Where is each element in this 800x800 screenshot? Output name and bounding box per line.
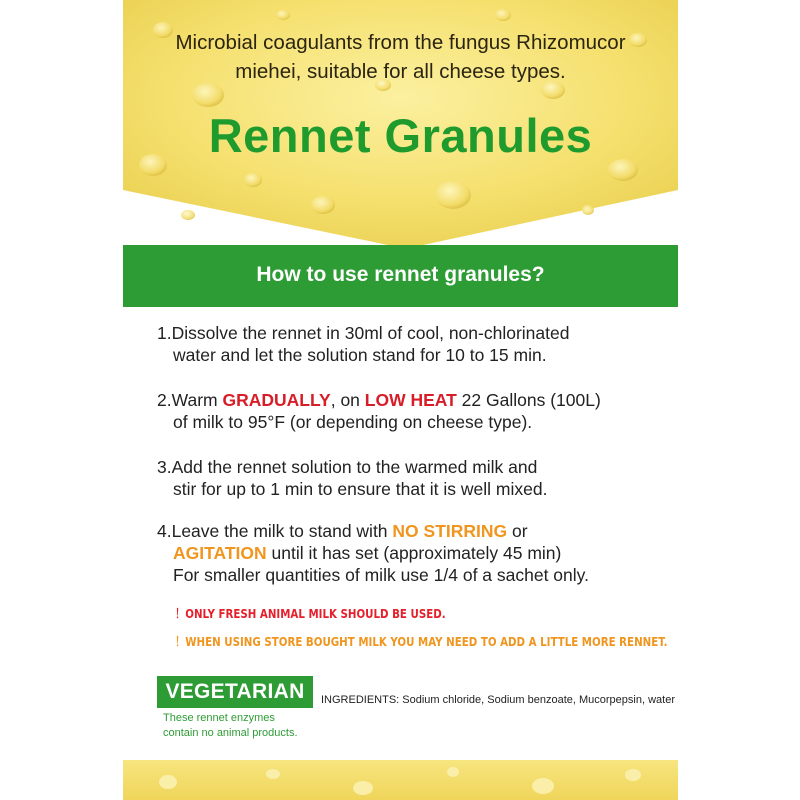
warning-store-milk: ！WHEN USING STORE BOUGHT MILK YOU MAY NEED TO ADD A LITTLE MORE RENNET. xyxy=(175,634,668,649)
instructions-heading: How to use rennet granules? xyxy=(256,263,545,286)
step-2-line-1 xyxy=(157,389,662,411)
step-4-line-2-rest: until it has set (approximately 45 min) xyxy=(266,543,562,563)
vegetarian-badge-label: VEGETARIAN xyxy=(165,680,305,703)
step-4-suffix: or xyxy=(507,521,528,541)
step-2-prefix: 2.Warm xyxy=(157,390,223,410)
cheese-footer-background xyxy=(123,760,678,800)
ingredients-list: INGREDIENTS: Sodium chloride, Sodium benzoate, Mucorpepsin, water xyxy=(321,694,675,706)
step-4-line-2 xyxy=(157,542,662,564)
step-1 xyxy=(157,322,662,366)
tagline-line-2: miehei, suitable for all cheese types. xyxy=(235,60,566,83)
vegetarian-note-line-1: These rennet enzymes xyxy=(163,712,275,724)
product-title: Rennet Granules xyxy=(208,109,593,162)
step-2 xyxy=(157,389,662,433)
step-4-prefix: 4.Leave the milk to stand with xyxy=(157,521,393,541)
step-2-emphasis-gradually: GRADUALLY xyxy=(222,390,331,410)
step-3-line-2: stir for up to 1 min to ensure that it is well mixed. xyxy=(173,479,548,499)
product-tagline xyxy=(123,28,678,86)
product-label xyxy=(123,0,678,800)
vegetarian-note xyxy=(163,711,298,741)
step-1-line-2: water and let the solution stand for 10 to 15 min. xyxy=(173,345,547,365)
step-4-line-1 xyxy=(157,520,662,542)
step-1-line-1: 1.Dissolve the rennet in 30ml of cool, non-chlorinated xyxy=(157,323,570,343)
step-2-emphasis-low-heat: LOW HEAT xyxy=(364,390,457,410)
tagline-line-1: Microbial coagulants from the fungus Rhizomucor xyxy=(175,31,626,54)
step-3 xyxy=(157,456,662,500)
step-2-suffix: 22 Gallons (100L) xyxy=(456,390,601,410)
vegetarian-note-line-2: contain no animal products. xyxy=(163,727,298,739)
step-2-mid: , on xyxy=(330,390,365,410)
step-2-line-2: of milk to 95°F (or depending on cheese type). xyxy=(173,412,533,432)
step-4-line-3: For smaller quantities of milk use 1/4 of a sachet only. xyxy=(173,565,589,585)
vegetarian-badge xyxy=(157,676,313,708)
warning-fresh-milk: ！ONLY FRESH ANIMAL MILK SHOULD BE USED. xyxy=(175,606,446,621)
step-4-emphasis-no-stirring: NO STIRRING xyxy=(392,521,508,541)
step-4 xyxy=(157,520,662,586)
instructions-banner xyxy=(123,245,678,307)
step-3-line-1: 3.Add the rennet solution to the warmed milk and xyxy=(157,457,538,477)
step-4-emphasis-agitation: AGITATION xyxy=(173,543,267,563)
